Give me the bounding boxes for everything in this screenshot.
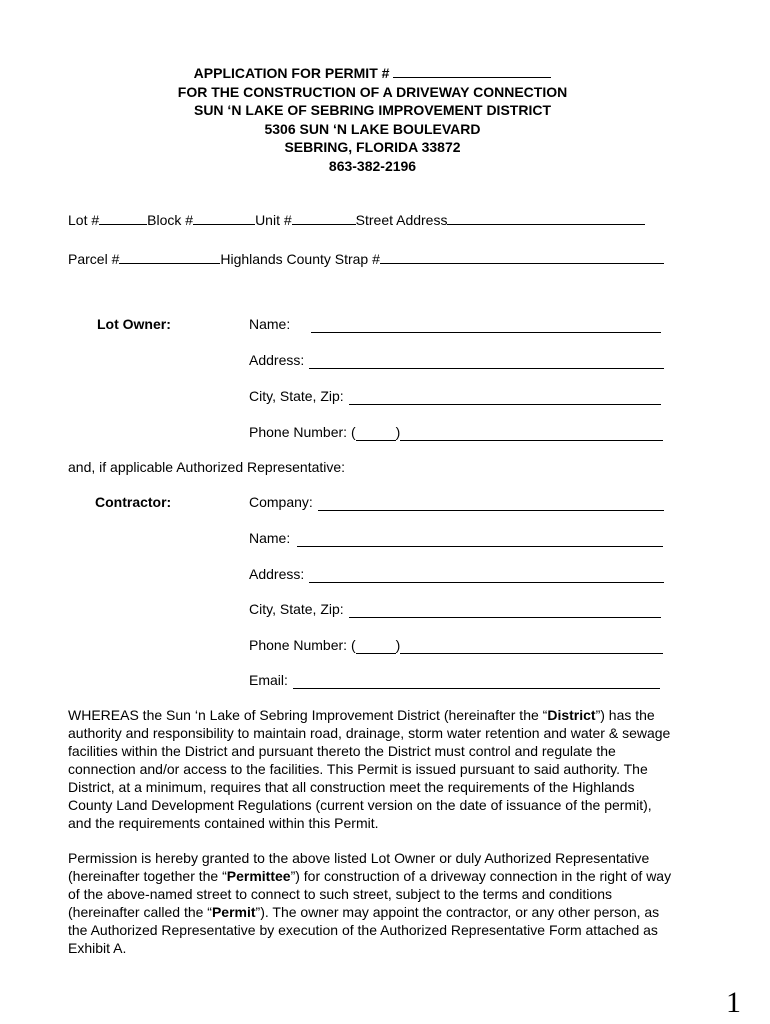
district-term: District (547, 707, 596, 723)
permittee-term: Permittee (226, 868, 291, 884)
permit-title-text: APPLICATION FOR PERMIT # (193, 65, 394, 81)
owner-city-field[interactable] (349, 391, 661, 405)
permission-text-c: ”) for construction of a driveway connection in the right of way of the above-named street to connect to such street, subject to the terms and conditions (hereinafter called the “ (68, 868, 672, 920)
contractor-name-field[interactable] (297, 533, 663, 547)
permit-title (0, 64, 745, 83)
contractor-phone-field[interactable] (400, 640, 663, 654)
contractor-city-row (249, 600, 661, 618)
owner-address-row (249, 351, 664, 369)
whereas-text-c: ”) has the authority and responsibility to maintain road, drainage, storm water retention and water & sewage facilities within the District and pursuant thereto the District must control and regulate the connection and/or access to the facilities. This Permit is issued pursuant to said authority. The District, at a minimum, requires that all construction meet the requirements of the Highlands County Land Development Regulations (current version on the date of issuance of the permit), and the requirements contained within this Permit. (68, 707, 671, 831)
contractor-phone-row (249, 636, 663, 654)
owner-name-field[interactable] (311, 319, 661, 333)
header-line-2: FOR THE CONSTRUCTION OF A DRIVEWAY CONNECTION (177, 83, 568, 100)
contractor-heading: Contractor: (95, 494, 172, 510)
page-number: 1 (726, 986, 741, 1019)
contractor-name-label: Name: (249, 530, 291, 546)
owner-phone-row (249, 423, 663, 441)
permission-text-a: Permission is hereby granted to the above listed Lot Owner or duly Authorized Representative (hereinafter together the “ (68, 850, 650, 884)
contractor-city-field[interactable] (349, 604, 661, 618)
owner-city-row (249, 387, 661, 405)
permission-text-e: ”). The owner may appoint the contractor, or any other person, as the Authorized Representative by execution of the Authorized Representative Form attached as Exhibit A. (68, 904, 660, 956)
permission-paragraph (68, 849, 678, 957)
header-line-6: 863-382-2196 (328, 157, 417, 174)
lot-field[interactable] (99, 211, 147, 225)
contractor-email-row (249, 671, 660, 689)
contractor-phone-close: ) (395, 637, 401, 653)
street-address-field[interactable] (447, 211, 645, 225)
contractor-city-label: City, State, Zip: (249, 601, 344, 617)
contractor-area-code-field[interactable] (356, 640, 396, 654)
owner-address-label: Address: (249, 352, 305, 368)
property-row-1 (68, 211, 645, 229)
parcel-label: Parcel # (68, 251, 120, 267)
rep-intro-text: and, if applicable Authorized Representative: (68, 459, 346, 475)
contractor-name-row (249, 529, 663, 547)
contractor-email-label: Email: (249, 672, 288, 688)
contractor-email-field[interactable] (293, 675, 660, 689)
contractor-company-label: Company: (249, 494, 313, 510)
owner-name-label: Name: (249, 316, 291, 332)
lot-owner-heading: Lot Owner: (97, 316, 171, 332)
block-label: Block # (147, 212, 194, 228)
parcel-field[interactable] (119, 250, 220, 264)
lot-label: Lot # (68, 212, 100, 228)
unit-label: Unit # (255, 212, 292, 228)
owner-phone-close: ) (395, 424, 401, 440)
owner-city-label: City, State, Zip: (249, 388, 344, 404)
strap-label: Highlands County Strap # (220, 251, 380, 267)
contractor-address-field[interactable] (309, 569, 664, 583)
header-line-5: SEBRING, FLORIDA 33872 (284, 139, 461, 155)
contractor-address-row (249, 565, 664, 583)
contractor-company-row (249, 493, 664, 511)
owner-name-row (249, 315, 661, 333)
whereas-paragraph (68, 706, 678, 832)
property-row-2 (68, 250, 664, 268)
block-field[interactable] (193, 211, 255, 225)
owner-area-code-field[interactable] (356, 427, 396, 441)
header-line-4: 5306 SUN ‘N LAKE BOULEVARD (264, 120, 481, 137)
document-header (0, 64, 745, 175)
strap-field[interactable] (380, 250, 664, 264)
street-address-label: Street Address (355, 212, 448, 228)
contractor-address-label: Address: (249, 566, 305, 582)
owner-phone-field[interactable] (400, 427, 663, 441)
contractor-phone-label: Phone Number: ( (249, 637, 356, 653)
contractor-company-field[interactable] (318, 497, 664, 511)
header-line-3: SUN ‘N LAKE OF SEBRING IMPROVEMENT DISTRICT (193, 102, 551, 118)
permit-term: Permit (211, 904, 256, 920)
unit-field[interactable] (292, 211, 356, 225)
owner-phone-label: Phone Number: ( (249, 424, 356, 440)
whereas-text-a: WHEREAS the Sun ‘n Lake of Sebring Improvement District (hereinafter the “ (68, 707, 548, 723)
owner-address-field[interactable] (309, 355, 664, 369)
permit-number-blank[interactable] (393, 65, 551, 78)
